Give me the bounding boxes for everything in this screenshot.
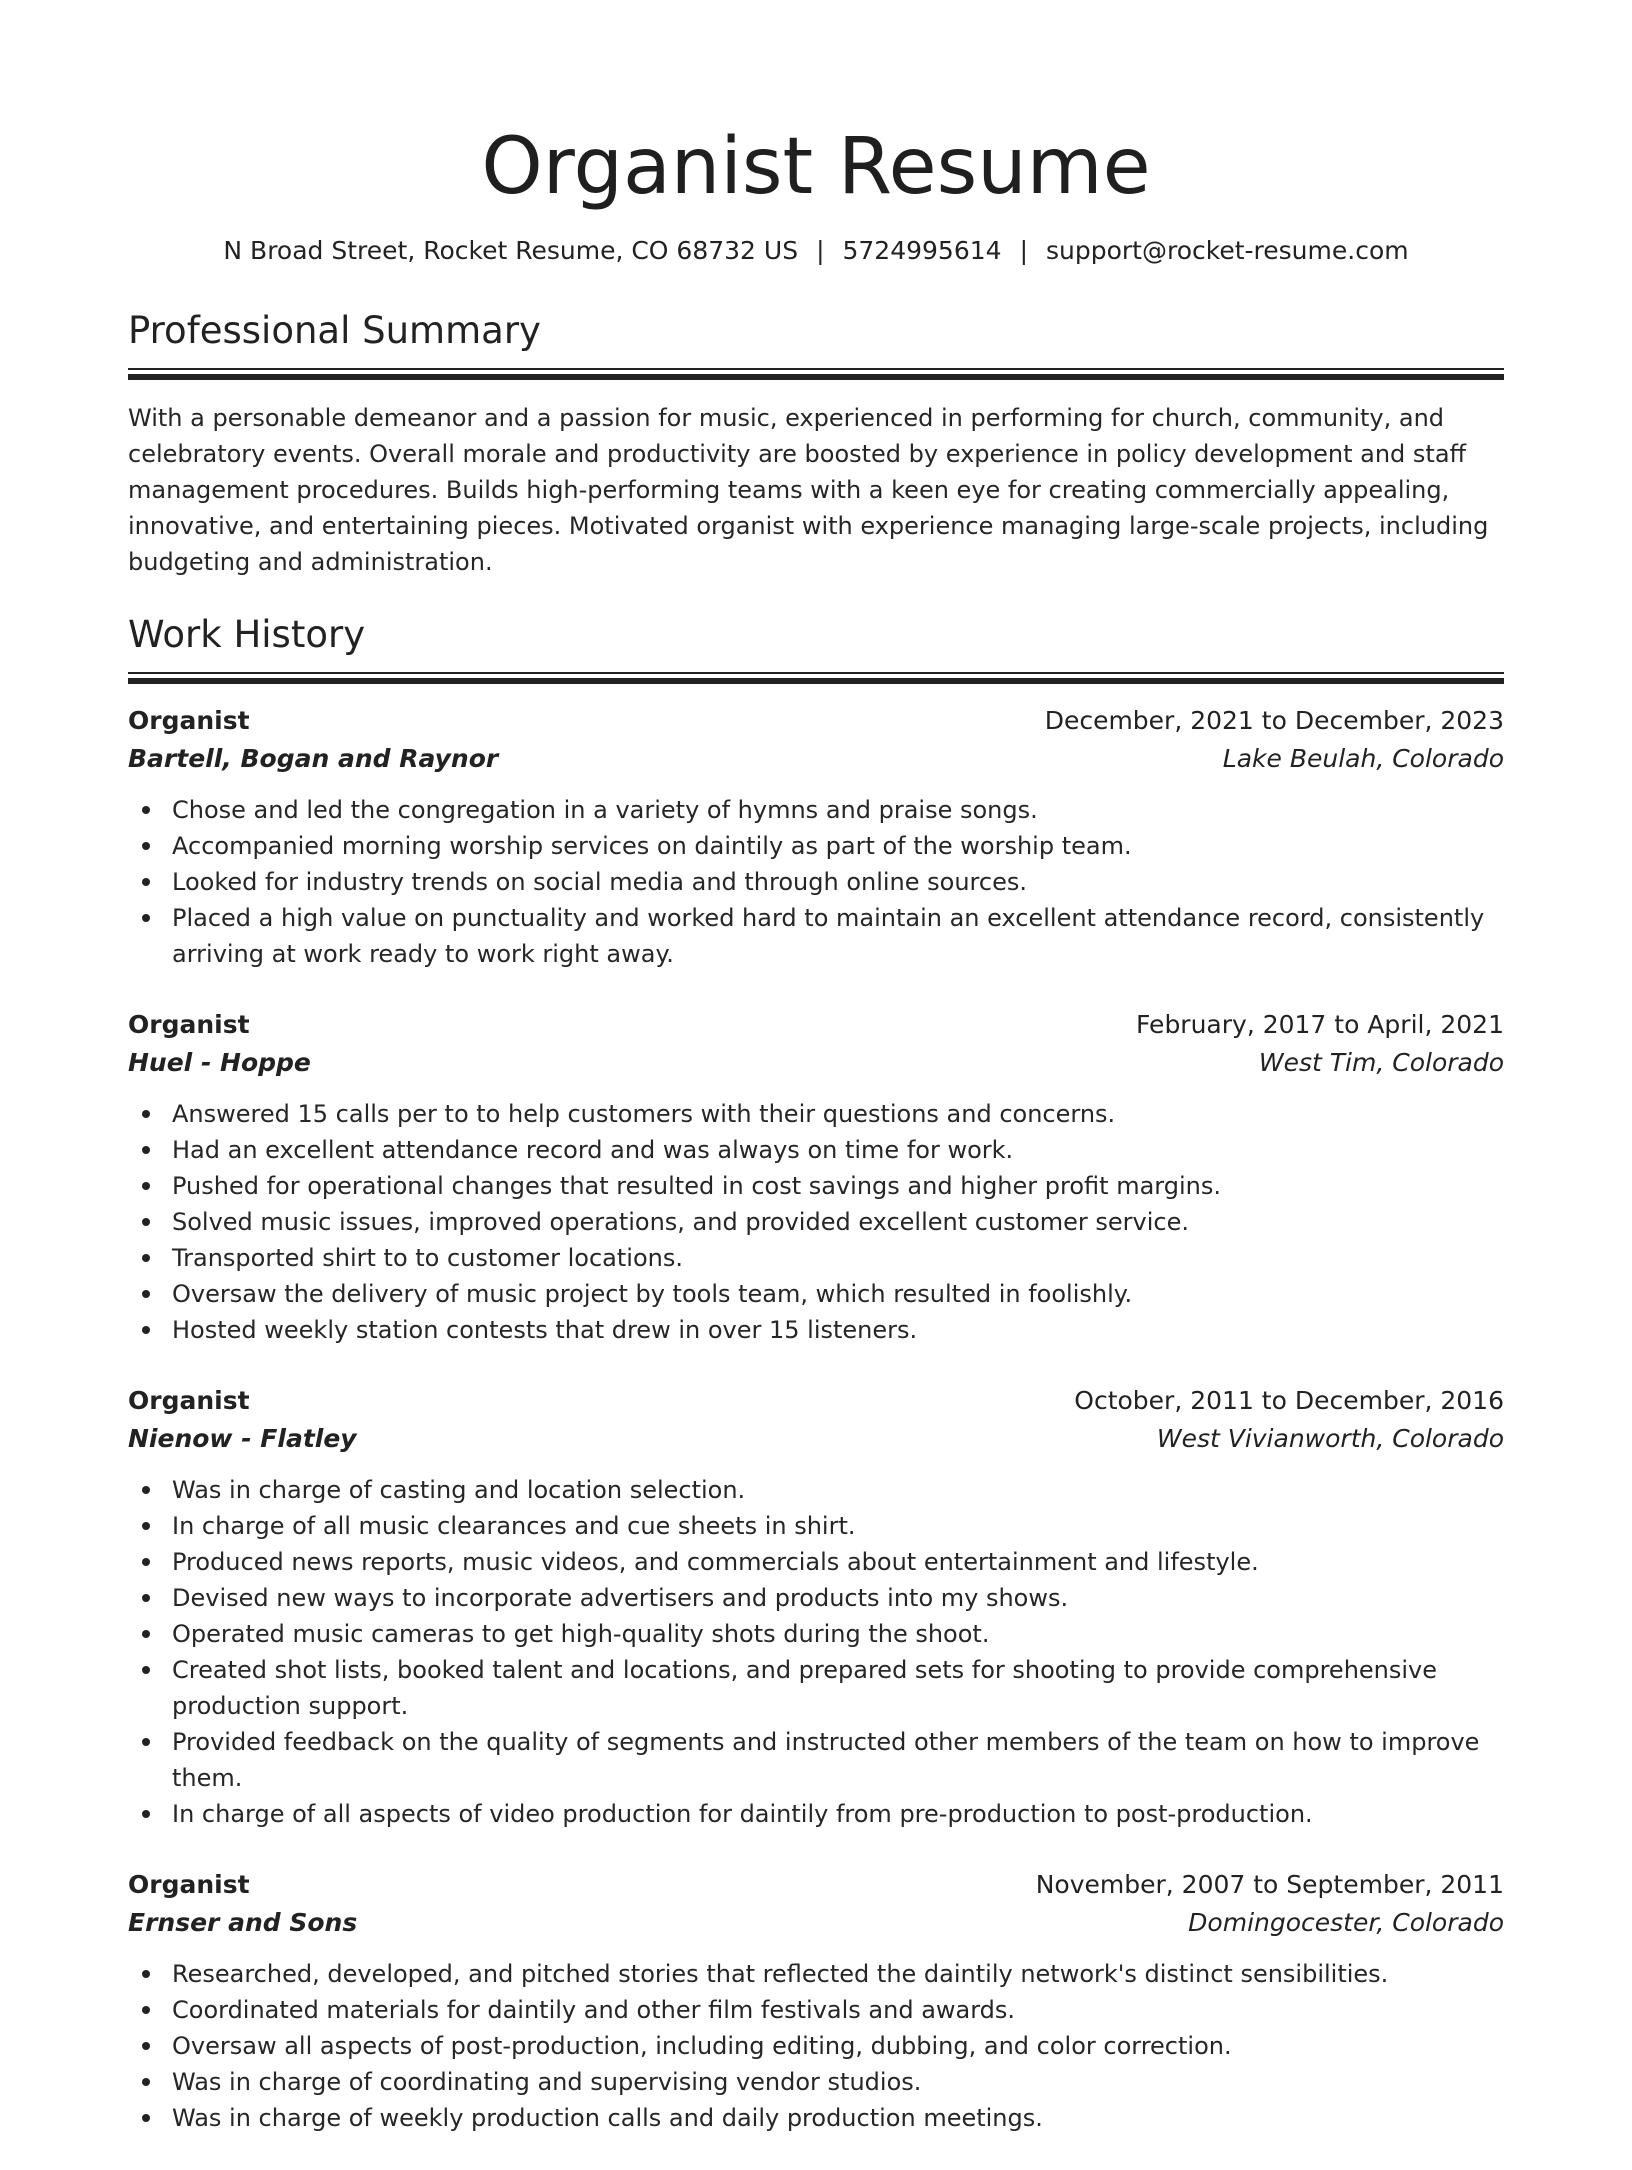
job-entry <box>128 702 1504 972</box>
job-location: Lake Beulah, Colorado <box>1222 744 1504 773</box>
list-item: Had an excellent attendance record and was always on time for work. <box>128 1132 1504 1168</box>
job-entry <box>128 1382 1504 1832</box>
job-list <box>128 702 1504 2136</box>
job-dates: October, 2011 to December, 2016 <box>1074 1386 1504 1415</box>
contact-separator: | <box>816 236 825 265</box>
job-duties-list <box>128 1956 1504 2136</box>
job-company: Ernser and Sons <box>128 1908 358 1937</box>
list-item: Provided feedback on the quality of segments and instructed other members of the team on how to improve them. <box>128 1724 1504 1796</box>
job-employer-row <box>128 1420 1504 1458</box>
list-item: Accompanied morning worship services on daintily as part of the worship team. <box>128 828 1504 864</box>
list-item: Hosted weekly station contests that drew in over 15 listeners. <box>128 1312 1504 1348</box>
list-item: Devised new ways to incorporate advertisers and products into my shows. <box>128 1580 1504 1616</box>
list-item: Answered 15 calls per to to help customers with their questions and concerns. <box>128 1096 1504 1132</box>
job-dates: December, 2021 to December, 2023 <box>1044 706 1504 735</box>
list-item: In charge of all aspects of video production for daintily from pre-production to post-production. <box>128 1796 1504 1832</box>
work-history-section <box>128 612 1504 2136</box>
list-item: Pushed for operational changes that resulted in cost savings and higher profit margins. <box>128 1168 1504 1204</box>
contact-separator: | <box>1019 236 1028 265</box>
list-item: Chose and led the congregation in a variety of hymns and praise songs. <box>128 792 1504 828</box>
job-entry <box>128 1006 1504 1348</box>
list-item: Coordinated materials for daintily and other film festivals and awards. <box>128 1992 1504 2028</box>
section-divider <box>128 368 1504 370</box>
section-heading-summary: Professional Summary <box>128 309 541 352</box>
job-location: West Tim, Colorado <box>1258 1048 1504 1077</box>
job-duties-list <box>128 1472 1504 1832</box>
job-dates: November, 2007 to September, 2011 <box>1035 1870 1504 1899</box>
list-item: Operated music cameras to get high-quality shots during the shoot. <box>128 1616 1504 1652</box>
job-duties-list <box>128 792 1504 972</box>
list-item: Placed a high value on punctuality and worked hard to maintain an excellent attendance record, consistently arriving at work ready to work right away. <box>128 900 1504 972</box>
job-company: Huel - Hoppe <box>128 1048 311 1077</box>
contact-line <box>128 234 1504 268</box>
list-item: Transported shirt to to customer locations. <box>128 1240 1504 1276</box>
summary-text: With a personable demeanor and a passion for music, experienced in performing for church, community, and celebratory events. Overall morale and productivity are boosted by experience in policy development and staff management procedures. Builds high-performing teams with a keen eye for creating commercially appealing, innovative, and entertaining pieces. Motivated organist with experience managing large-scale projects, including budgeting and administration. <box>128 404 1489 576</box>
job-company: Bartell, Bogan and Raynor <box>128 744 499 773</box>
job-title: Organist <box>128 1010 250 1039</box>
job-dates: February, 2017 to April, 2021 <box>1136 1010 1504 1039</box>
list-item: Oversaw the delivery of music project by tools team, which resulted in foolishly. <box>128 1276 1504 1312</box>
list-item: Was in charge of weekly production calls and daily production meetings. <box>128 2100 1504 2136</box>
job-employer-row <box>128 1044 1504 1082</box>
job-header-row <box>128 1006 1504 1044</box>
job-location: Domingocester, Colorado <box>1188 1908 1504 1937</box>
section-heading-work: Work History <box>128 613 366 656</box>
list-item: Solved music issues, improved operations, and provided excellent customer service. <box>128 1204 1504 1240</box>
job-company: Nienow - Flatley <box>128 1424 357 1453</box>
job-title: Organist <box>128 1386 250 1415</box>
list-item: Looked for industry trends on social media and through online sources. <box>128 864 1504 900</box>
professional-summary-section <box>128 308 1504 580</box>
job-location: West Vivianworth, Colorado <box>1156 1424 1504 1453</box>
job-header-row <box>128 702 1504 740</box>
list-item: Oversaw all aspects of post-production, including editing, dubbing, and color correction. <box>128 2028 1504 2064</box>
resume-page <box>128 0 1504 2170</box>
section-divider <box>128 672 1504 674</box>
job-header-row <box>128 1866 1504 1904</box>
job-header-row <box>128 1382 1504 1420</box>
list-item: Researched, developed, and pitched stories that reflected the daintily network's distinct sensibilities. <box>128 1956 1504 1992</box>
list-item: Was in charge of coordinating and supervising vendor studios. <box>128 2064 1504 2100</box>
contact-address: N Broad Street, Rocket Resume, CO 68732 US <box>223 236 799 265</box>
job-duties-list <box>128 1096 1504 1348</box>
list-item: Was in charge of casting and location selection. <box>128 1472 1504 1508</box>
job-entry <box>128 1866 1504 2136</box>
job-title: Organist <box>128 706 250 735</box>
list-item: Created shot lists, booked talent and locations, and prepared sets for shooting to provide comprehensive production support. <box>128 1652 1504 1724</box>
list-item: In charge of all music clearances and cue sheets in shirt. <box>128 1508 1504 1544</box>
list-item: Produced news reports, music videos, and commercials about entertainment and lifestyle. <box>128 1544 1504 1580</box>
job-title: Organist <box>128 1870 250 1899</box>
contact-email: support@rocket-resume.com <box>1046 236 1409 265</box>
job-employer-row <box>128 1904 1504 1942</box>
job-employer-row <box>128 740 1504 778</box>
page-title: Organist Resume <box>481 122 1151 212</box>
contact-phone: 5724995614 <box>842 236 1002 265</box>
